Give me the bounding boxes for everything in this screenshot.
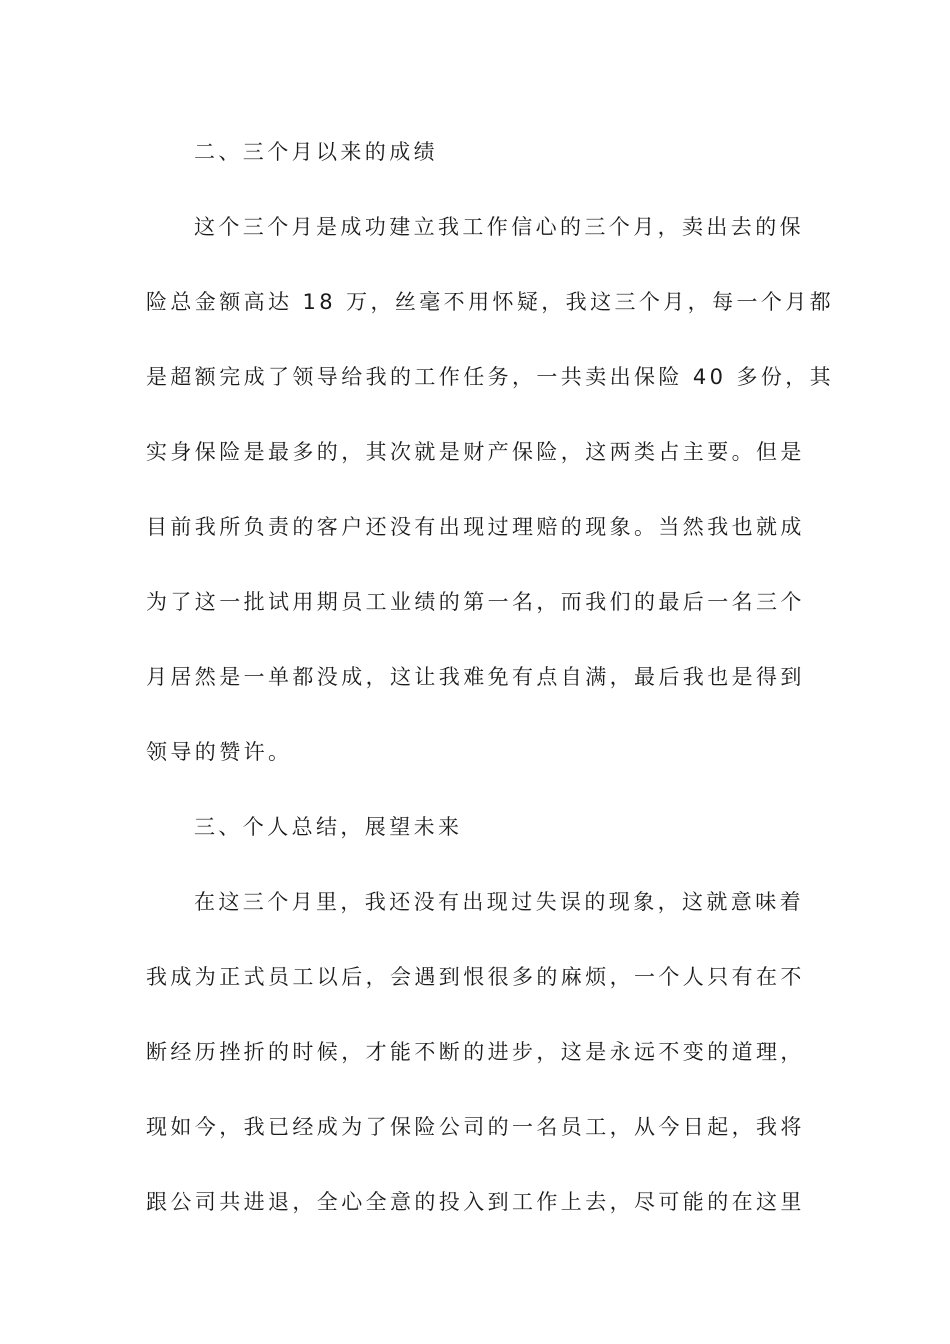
paragraph-line: 月居然是一单都没成，这让我难免有点自满，最后我也是得到 bbox=[146, 665, 805, 689]
paragraph-line: 是超额完成了领导给我的工作任务，一共卖出保险 40 多份，其 bbox=[146, 365, 835, 389]
paragraph-line: 跟公司共进退，全心全意的投入到工作上去，尽可能的在这里 bbox=[146, 1190, 805, 1214]
paragraph-line: 这个三个月是成功建立我工作信心的三个月，卖出去的保 bbox=[194, 215, 804, 239]
paragraph-line: 目前我所负责的客户还没有出现过理赔的现象。当然我也就成 bbox=[146, 515, 805, 539]
paragraph-line: 险总金额高达 18 万，丝毫不用怀疑，我这三个月，每一个月都 bbox=[146, 290, 835, 314]
section-heading-summary: 三、个人总结，展望未来 bbox=[194, 815, 463, 839]
paragraph-line: 断经历挫折的时候，才能不断的进步，这是永远不变的道理， bbox=[146, 1040, 805, 1064]
paragraph-line: 实身保险是最多的，其次就是财产保险，这两类占主要。但是 bbox=[146, 440, 805, 464]
section-heading-achievements: 二、三个月以来的成绩 bbox=[194, 140, 438, 164]
paragraph-line: 在这三个月里，我还没有出现过失误的现象，这就意味着 bbox=[194, 890, 804, 914]
paragraph-line: 现如今，我已经成为了保险公司的一名员工，从今日起，我将 bbox=[146, 1115, 805, 1139]
paragraph-line: 为了这一批试用期员工业绩的第一名，而我们的最后一名三个 bbox=[146, 590, 805, 614]
paragraph-line: 领导的赞许。 bbox=[146, 740, 293, 764]
paragraph-line: 我成为正式员工以后，会遇到恨很多的麻烦，一个人只有在不 bbox=[146, 965, 805, 989]
